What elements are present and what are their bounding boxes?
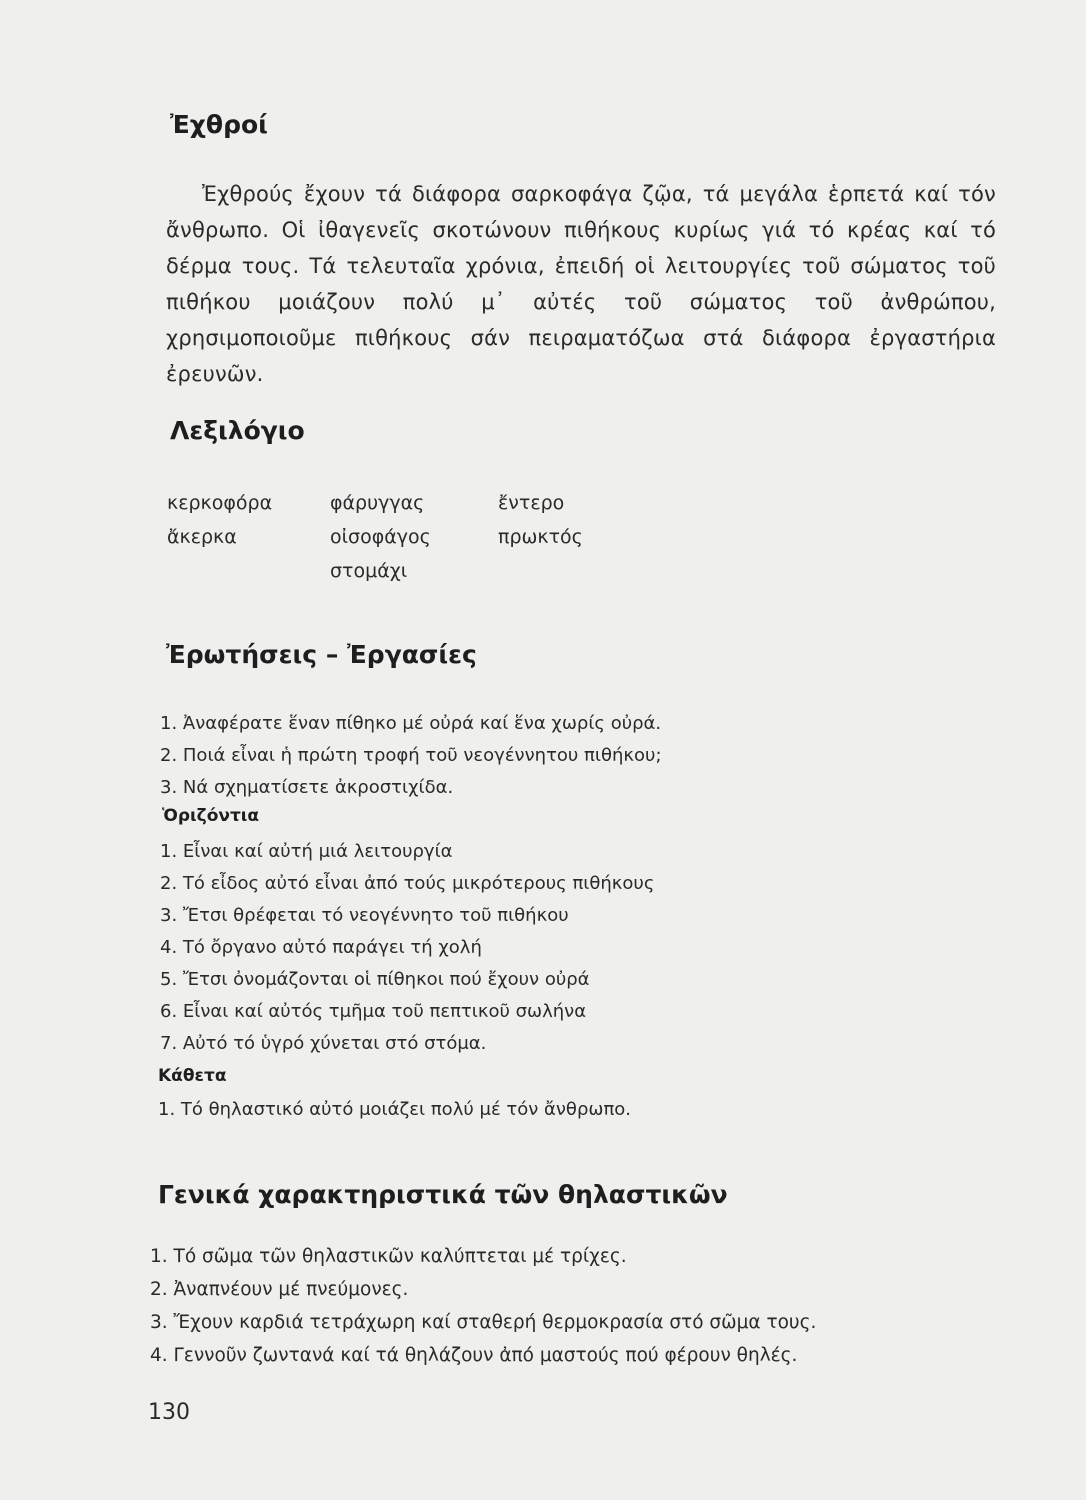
vocabulary-column-2	[330, 486, 431, 588]
characteristic-item: 4. Γεννοῦν ζωντανά καί τά θηλάζουν ἀπό μαστούς πού φέρουν θηλές.	[150, 1345, 798, 1366]
horizontal-clues-list	[160, 836, 654, 1060]
vertical-clues-list	[158, 1094, 631, 1126]
vocabulary-word: ἄκερκα	[167, 526, 237, 548]
mammals-list	[150, 1240, 816, 1372]
vocabulary-column-1	[167, 486, 272, 554]
page-number: 130	[148, 1400, 190, 1425]
questions-list	[160, 708, 662, 804]
vocabulary-heading: Λεξιλόγιο	[170, 416, 305, 445]
clue-item: 7. Αὐτό τό ὑγρό χύνεται στό στόμα.	[160, 1033, 487, 1054]
question-item: 1. Ἀναφέρατε ἕναν πίθηκο μέ οὐρά καί ἕνα χωρίς οὐρά.	[160, 713, 662, 734]
clue-item: 5. Ἔτσι ὀνομάζονται οἱ πίθηκοι πού ἔχουν οὐρά	[160, 969, 590, 990]
question-item: 3. Νά σχηματίσετε ἀκροστιχίδα.	[160, 777, 454, 798]
vocabulary-word: κερκοφόρα	[167, 492, 273, 514]
mammals-heading: Γενικά χαρακτηριστικά τῶν θηλαστικῶν	[158, 1180, 728, 1209]
characteristic-item: 3. Ἔχουν καρδιά τετράχωρη καί σταθερή θερμοκρασία στό σῶμα τους.	[150, 1312, 817, 1333]
clue-item: 4. Τό ὄργανο αὐτό παράγει τή χολή	[160, 937, 482, 958]
vocabulary-word: πρωκτός	[498, 526, 583, 548]
questions-heading: Ἐρωτήσεις – Ἐργασίες	[166, 640, 477, 669]
horizontal-clues-heading: Ὁριζόντια	[162, 806, 260, 826]
vocabulary-column-3	[498, 486, 583, 554]
vocabulary-word: οἰσοφάγος	[330, 526, 431, 548]
clue-item: 3. Ἔτσι θρέφεται τό νεογέννητο τοῦ πιθήκου	[160, 905, 569, 926]
vertical-clues-heading: Κάθετα	[158, 1066, 227, 1086]
characteristic-item: 1. Τό σῶμα τῶν θηλαστικῶν καλύπτεται μέ τρίχες.	[150, 1246, 627, 1267]
clue-item: 1. Τό θηλαστικό αὐτό μοιάζει πολύ μέ τόν ἄνθρωπο.	[158, 1099, 632, 1120]
enemies-paragraph: Ἐχθρούς ἔχουν τά διάφορα σαρκοφάγα ζῷα, τά μεγάλα ἑρπετά καί τόν ἄνθρωπο. Οἱ ἰθαγενεῖς σκοτώνουν πιθήκους κυρίως γιά τό κρέας καί τό δέρμα τους. Τά τελευταῖα χρόνια, ἐπειδή οἱ λειτουργίες τοῦ σώματος τοῦ πιθήκου μοιάζουν πολύ μ᾽ αὐτές τοῦ σώματος τοῦ ἀνθρώπου, χρησιμοποιοῦμε πιθήκους σάν πειραματόζωα στά διάφορα ἐργαστήρια ἐρευνῶν.	[166, 182, 996, 386]
vocabulary-word: φάρυγγας	[330, 492, 425, 514]
characteristic-item: 2. Ἀναπνέουν μέ πνεύμονες.	[150, 1279, 409, 1300]
clue-item: 2. Τό εἶδος αὐτό εἶναι ἀπό τούς μικρότερους πιθήκους	[160, 873, 655, 894]
question-item: 2. Ποιά εἶναι ἡ πρώτη τροφή τοῦ νεογέννητου πιθήκου;	[160, 745, 662, 766]
clue-item: 6. Εἶναι καί αὐτός τμῆμα τοῦ πεπτικοῦ σωλήνα	[160, 1001, 587, 1022]
enemies-heading: Ἐχθροί	[170, 110, 268, 139]
clue-item: 1. Εἶναι καί αὐτή μιά λειτουργία	[160, 841, 453, 862]
vocabulary-word: στομάχι	[330, 560, 408, 582]
vocabulary-word: ἔντερο	[498, 492, 565, 514]
